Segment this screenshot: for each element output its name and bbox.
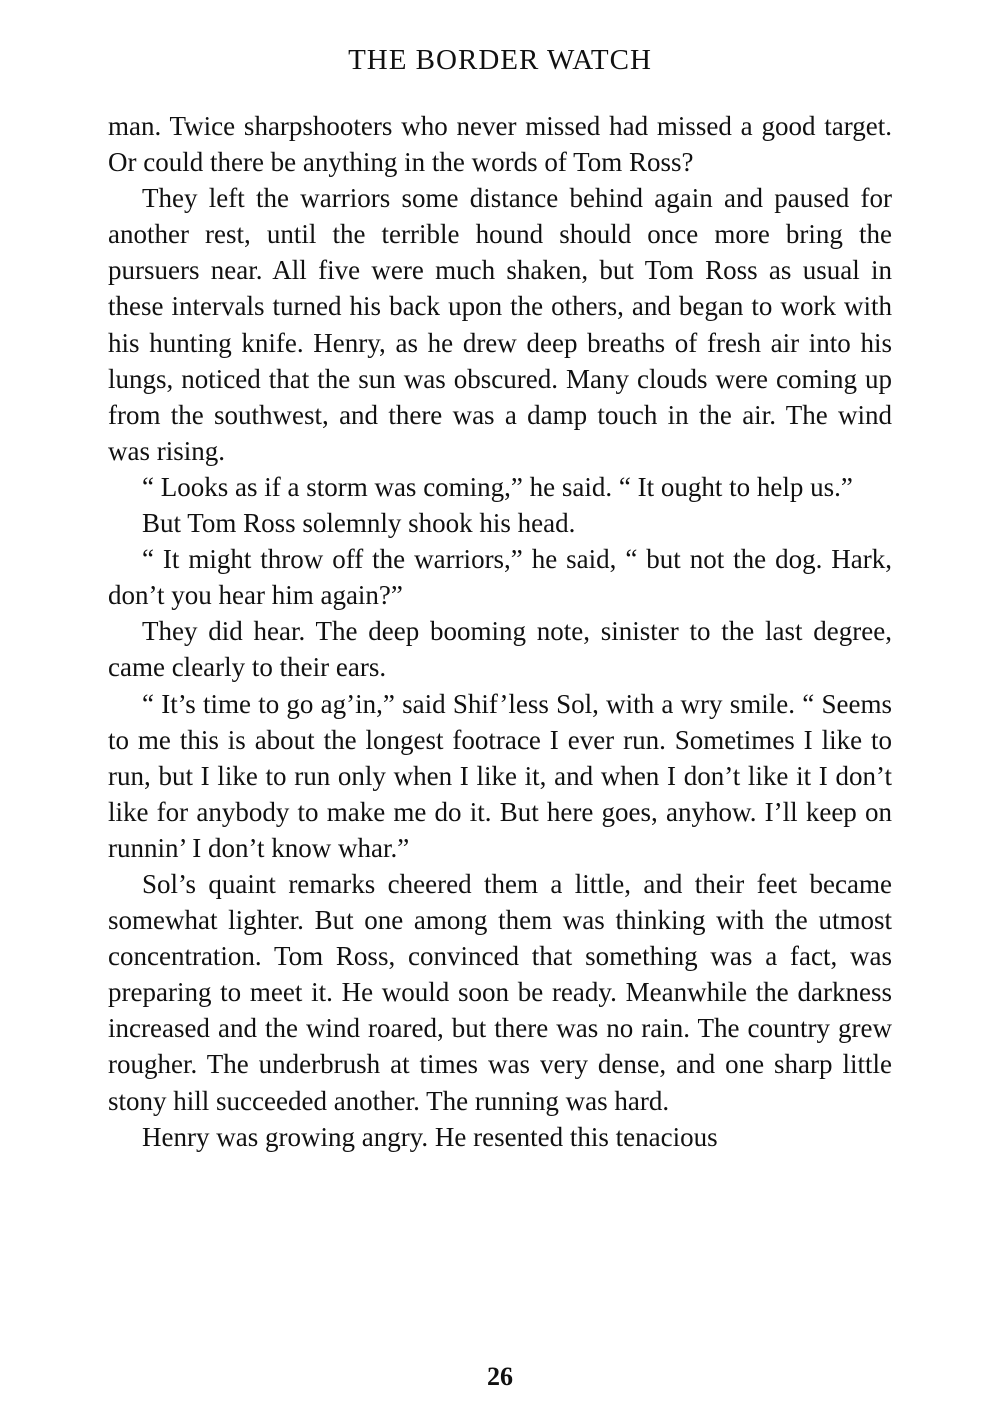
paragraph: “ Looks as if a storm was coming,” he said. “ It ought to help us.” [142,471,853,502]
paragraph: man. Twice sharpshooters who never missed had missed a good target. Or could there be anything in the words of Tom Ross? [108,111,892,178]
page-number: 26 [487,1362,513,1391]
paragraph: Henry was growing angry. He resented this tenacious [142,1121,718,1152]
running-head: THE BORDER WATCH [348,44,652,76]
body-text [108,108,892,1155]
paragraph: “ It might throw off the warriors,” he said, “ but not the dog. Hark, don’t you hear him again?” [108,544,892,611]
paragraph: They did hear. The deep booming note, sinister to the last degree, came clearly to their ears. [108,616,892,683]
paragraph: Sol’s quaint remarks cheered them a little, and their feet became somewhat lighter. But one among them was thinking with the utmost concentration. Tom Ross, convinced that something was a fact, was preparing to meet it. He would soon be ready. Meanwhile the darkness increased and the wind roared, but there was no rain. The country grew rougher. The underbrush at times was very dense, and one sharp little stony hill succeeded another. The running was hard. [108,868,892,1116]
paragraph: But Tom Ross solemnly shook his head. [142,508,576,539]
paragraph: “ It’s time to go ag’in,” said Shif’less Sol, with a wry smile. “ Seems to me this is about the longest footrace I ever run. Sometimes I like to run, but I like to run only when I like it, and when I don’t like it I don’t like for anybody to make me do it. But here goes, anyhow. I’ll keep on runnin’ I don’t know whar.” [108,688,892,863]
paragraph: They left the warriors some distance behind again and paused for another rest, until the terrible hound should once more bring the pursuers near. All five were much shaken, but Tom Ross as usual in these intervals turned his back upon the others, and began to work with his hunting knife. Henry, as he drew deep breaths of fresh air into his lungs, noticed that the sun was obscured. Many clouds were coming up from the southwest, and there was a damp touch in the air. The wind was rising. [108,183,892,466]
